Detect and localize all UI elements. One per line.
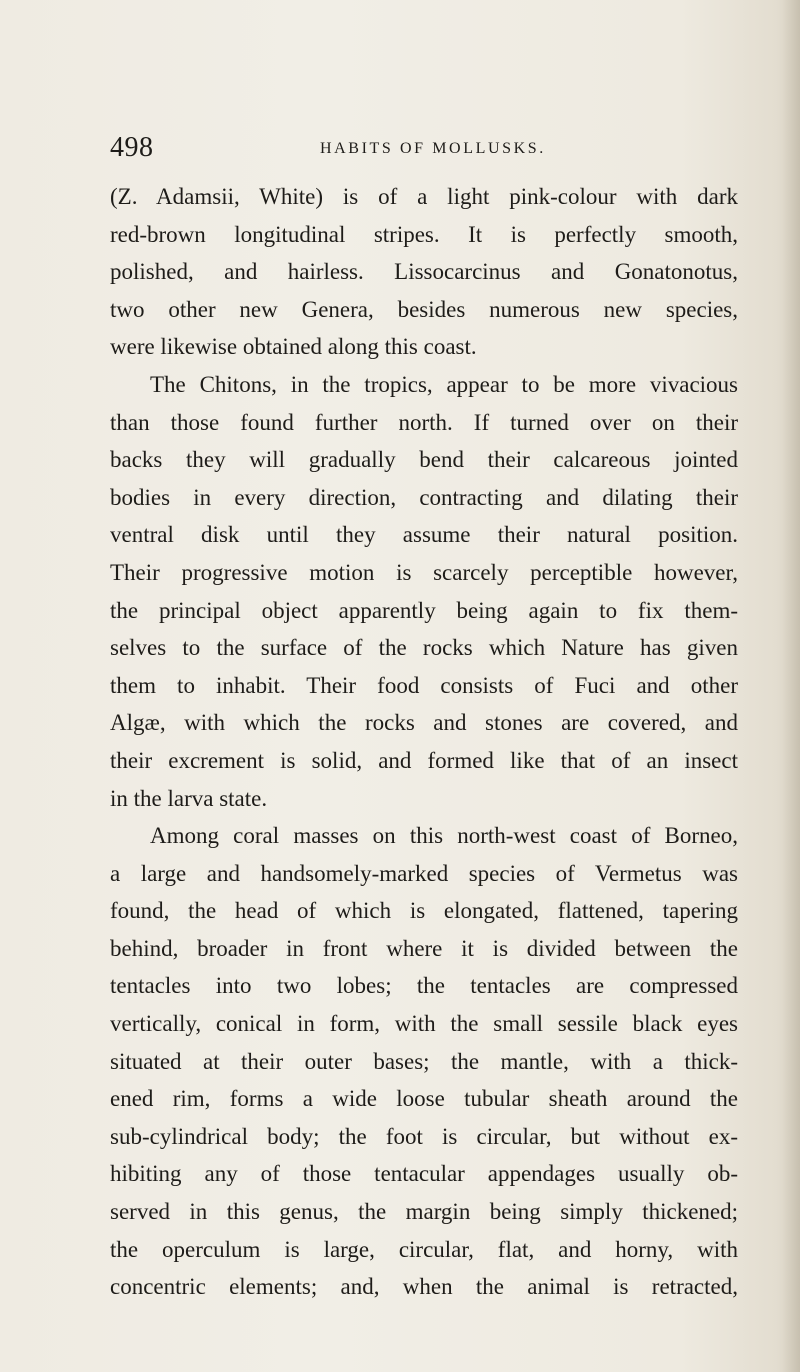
text-line: selves to the surface of the rocks which Nature has given: [110, 635, 738, 661]
text-line: backs they will gradually bend their calcareous jointed: [110, 447, 738, 473]
text-line: red-brown longitudinal stripes. It is perfectly smooth,: [110, 221, 738, 247]
page-number: 498: [110, 132, 154, 163]
text-line: ventral disk until they assume their natural position.: [110, 522, 738, 548]
text-line: concentric elements; and, when the animal is retracted,: [110, 1274, 738, 1300]
text-line: tentacles into two lobes; the tentacles are compressed: [110, 973, 738, 999]
text-line: their excrement is solid, and formed like that of an insect: [110, 747, 738, 773]
text-line: in the larva state.: [110, 785, 268, 811]
text-line: vertically, conical in form, with the small sessile black eyes: [110, 1011, 738, 1037]
text-line: Their progressive motion is scarcely perceptible however,: [110, 559, 738, 585]
text-line: a large and handsomely-marked species of Vermetus was: [110, 860, 738, 886]
text-line: Algæ, with which the rocks and stones are covered, and: [110, 710, 738, 736]
text-line: than those found further north. If turned over on their: [110, 409, 738, 435]
text-line: The Chitons, in the tropics, appear to be more vivacious: [150, 371, 738, 397]
body-text: [110, 178, 738, 1306]
text-line: them to inhabit. Their food consists of Fuci and other: [110, 672, 738, 698]
text-line: the operculum is large, circular, flat, and horny, with: [110, 1236, 738, 1262]
text-line: situated at their outer bases; the mantle, with a thick-: [110, 1048, 738, 1074]
text-line: polished, and hairless. Lissocarcinus and Gonatonotus,: [110, 259, 738, 285]
text-line: (Z. Adamsii, White) is of a light pink-colour with dark: [110, 184, 738, 209]
running-head: HABITS OF MOLLUSKS.: [320, 140, 546, 157]
page-edge-shadow: [782, 0, 800, 1372]
text-line: Among coral masses on this north-west coast of Borneo,: [150, 823, 738, 849]
text-line: sub-cylindrical body; the foot is circular, but without ex-: [110, 1123, 738, 1149]
text-line: two other new Genera, besides numerous new species,: [110, 296, 738, 322]
page-header: [110, 134, 730, 174]
text-line: ened rim, forms a wide loose tubular sheath around the: [110, 1086, 738, 1112]
text-line: bodies in every direction, contracting and dilating their: [110, 484, 738, 510]
text-line: hibiting any of those tentacular appendages usually ob-: [110, 1161, 738, 1187]
text-line: found, the head of which is elongated, flattened, tapering: [110, 898, 738, 924]
text-line: served in this genus, the margin being simply thickened;: [110, 1199, 738, 1225]
text-line: behind, broader in front where it is divided between the: [110, 935, 738, 961]
text-line: were likewise obtained along this coast.: [110, 334, 477, 360]
text-line: the principal object apparently being again to fix them-: [110, 597, 738, 623]
